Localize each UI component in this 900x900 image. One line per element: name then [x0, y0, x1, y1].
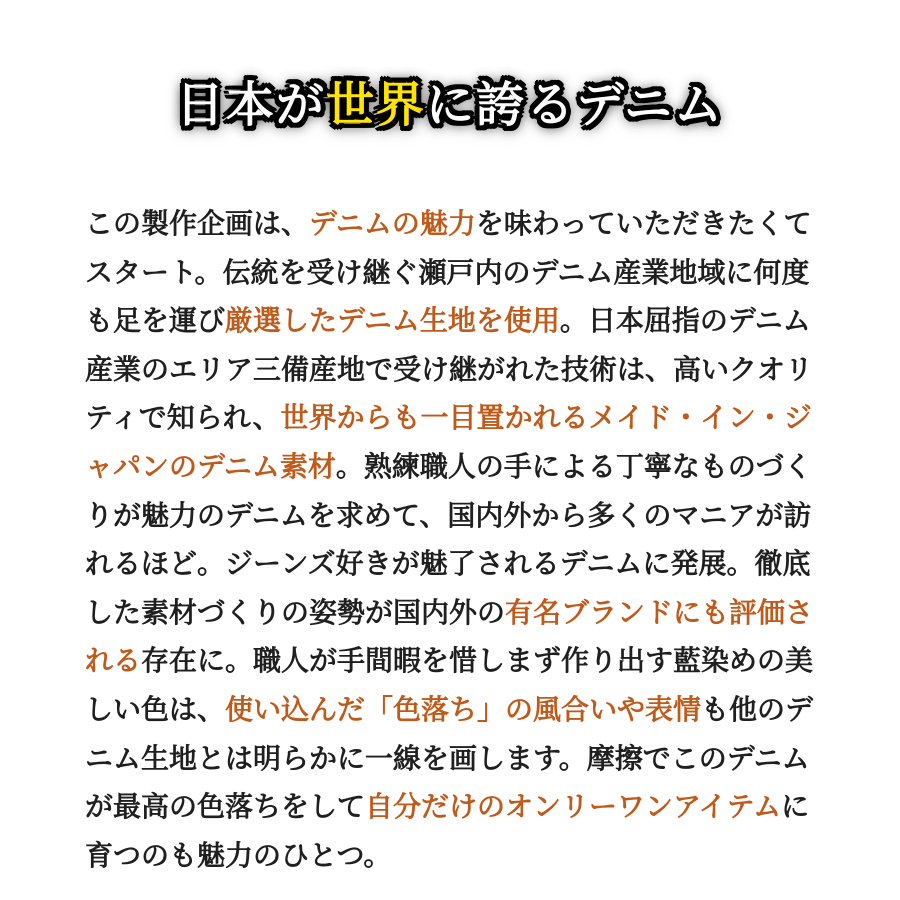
- text-segment-normal: 。日本屈指のデニム産業のエリア三備産地で受け継がれた技術は、高いクオリティで知られ、: [85, 305, 814, 434]
- text-segment-normal: この製作企画は、: [85, 208, 310, 239]
- text-segment-accent: 世界からも一目置かれるメイド・イン・ジャパンのデニム素材: [85, 402, 812, 482]
- text-segment-accent: 厳選したデニム生地を使用: [225, 305, 560, 337]
- text-segment-normal: を味わっていただきたくてスタート。伝統を受け継ぐ瀬戸内のデニム産業地域に何度も足を運び: [85, 208, 812, 337]
- text-segment-normal: 。熟練職人の手による丁寧なものづくりが魅力のデニムを求めて、国内外から多くのマニアが訪れるほど。ジーンズ好きが魅了されるデニムに発展。徹底した素材づくりの姿勢が国内外の: [85, 450, 812, 628]
- text-segment-accent: 有名ブランドにも評価される: [85, 596, 814, 677]
- text-segment-accent: 自分だけのオンリーワンアイテム: [365, 791, 782, 823]
- text-segment-accent: 使い込んだ「色落ち」の風合いや表情: [225, 693, 702, 725]
- text-segment-normal: も他のデニム生地とは明らかに一線を画します。摩擦でこのデニムが最高の色落ちをして: [85, 693, 814, 823]
- body-paragraph: [85, 200, 819, 880]
- text-segment-white: 日本が: [175, 79, 326, 133]
- text-segment-accent: デニムの魅力: [309, 208, 476, 239]
- text-segment-yellow: 世界: [325, 79, 426, 133]
- text-segment-white: に誇るデニム: [425, 79, 725, 133]
- text-segment-normal: に育つのも魅力のひとつ。: [85, 791, 810, 871]
- page-title: [0, 80, 900, 133]
- text-segment-normal: 存在に。職人が手間暇を惜しまず作り出す藍染めの美しい色は、: [85, 645, 814, 725]
